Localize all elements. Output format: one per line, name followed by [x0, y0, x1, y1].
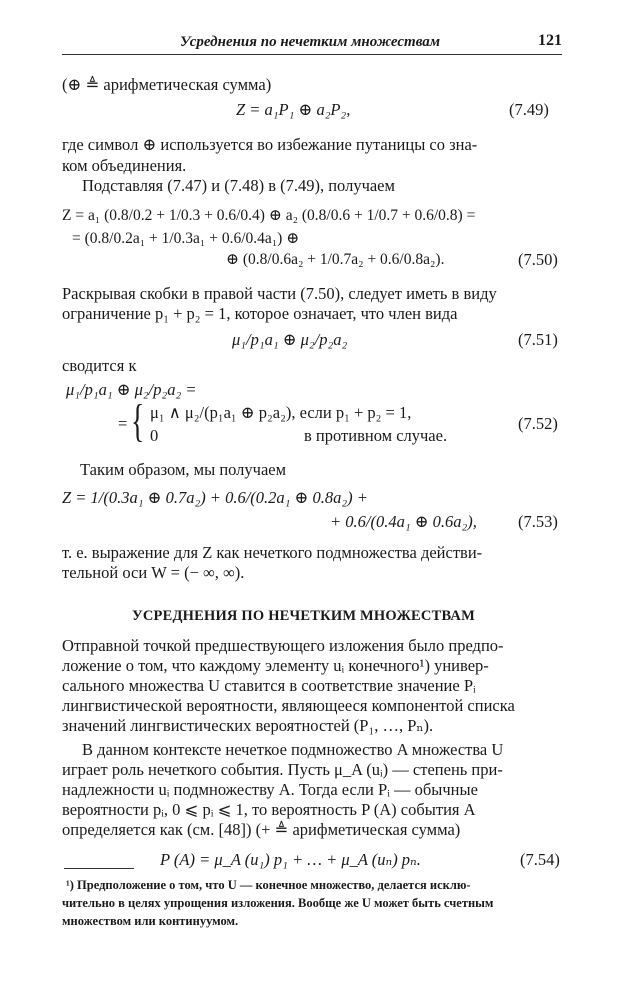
text-line: лингвистической вероятности, являющееся компонентой списка [62, 696, 515, 715]
text-line: тельной оси W = (− ∞, ∞). [62, 563, 245, 582]
text-line: Отправной точкой предшествующего изложения было предпо- [62, 636, 504, 655]
text-line: ограничение p₁ + p₂ = 1, которое означает, что член вида [62, 304, 458, 323]
text-line: играет роль нечеткого события. Пусть μ_A (uᵢ) — степень при- [62, 760, 503, 779]
equation-7-52-case2-value: 0 [150, 426, 159, 445]
equation-number: (7.53) [518, 512, 558, 531]
footnote-line: ¹) Предположение о том, что U — конечное множество, делается исклю- [66, 878, 471, 892]
equation-7-52-line1: μ₁/p₁a₁ ⊕ μ₂/p₂a₂ = [66, 380, 197, 399]
footnote-line: множеством или континуумом. [62, 914, 239, 928]
text-line: сального множества U ставится в соответствие значение Pᵢ [62, 676, 476, 695]
text-line: т. е. выражение для Z как нечеткого подмножества действи- [62, 543, 483, 562]
left-brace: { [131, 395, 145, 446]
footnote-line: чительно в целях упрощения изложения. Вообще же U может быть счетным [62, 896, 494, 910]
footnote-rule [64, 868, 134, 869]
text-line: вероятности pᵢ, 0 ⩽ pᵢ ⩽ 1, то вероятность P (A) события A [62, 800, 476, 819]
text-line: ком объединения. [62, 156, 187, 175]
text-line: сводится к [62, 356, 137, 375]
text-line: Подставляя (7.47) и (7.48) в (7.49), получаем [82, 176, 395, 195]
text-line: где символ ⊕ используется во избежание путаницы со зна- [62, 135, 478, 154]
text-line: В данном контексте нечеткое подмножество A множества U [82, 740, 504, 759]
text-line: определяется как (см. [48]) (+ ≜ арифметическая сумма) [62, 820, 461, 839]
equation-7-50-line1: Z = a₁ (0.8/0.2 + 1/0.3 + 0.6/0.4) ⊕ a₂ (0.8/0.6 + 1/0.7 + 0.6/0.8) = [62, 207, 476, 224]
equation-7-51: μ₁/p₁a₁ ⊕ μ₂/p₂a₂ [232, 330, 348, 349]
equation-number: (7.49) [509, 100, 549, 119]
text-line: Таким образом, мы получаем [80, 460, 287, 479]
equation-number: (7.52) [518, 414, 558, 433]
section-heading: УСРЕДНЕНИЯ ПО НЕЧЕТКИМ МНОЖЕСТВАМ [132, 608, 475, 624]
equation-7-50-line3: ⊕ (0.8/0.6a₂ + 1/0.7a₂ + 0.6/0.8a₂). [226, 251, 445, 268]
equation-equals: = [118, 414, 128, 433]
text-line: надлежности uᵢ подмножеству A. Тогда если Pᵢ — обычные [62, 780, 478, 799]
equation-7-52-case1: μ₁ ∧ μ₂/(p₁a₁ ⊕ p₂a₂), если p₁ + p₂ = 1, [150, 403, 412, 422]
text-line: Раскрывая скобки в правой части (7.50), следует иметь в виду [62, 284, 497, 303]
equation-7-52-case2-text: в противном случае. [304, 426, 448, 445]
equation-number: (7.54) [520, 850, 560, 869]
equation-7-53-line2: + 0.6/(0.4a₁ ⊕ 0.6a₂), [330, 512, 477, 531]
equation-number: (7.51) [518, 330, 558, 349]
equation-number: (7.50) [518, 250, 558, 269]
equation-7-49: Z = a₁P₁ ⊕ a₂P₂, [236, 100, 351, 119]
header-title: Усреднения по нечетким множествам [180, 34, 441, 50]
equation-7-54: P (A) = μ_A (u₁) p₁ + … + μ_A (uₙ) pₙ. [160, 850, 421, 869]
running-header [62, 30, 562, 55]
equation-7-53-line1: Z = 1/(0.3a₁ ⊕ 0.7a₂) + 0.6/(0.2a₁ ⊕ 0.8a₂) + [62, 488, 368, 507]
text-line: ложение о том, что каждому элементу uᵢ конечного¹) универ- [62, 656, 489, 675]
text-line: значений лингвистических вероятностей (P₁, …, Pₙ). [62, 716, 434, 735]
text-line: (⊕ ≜ арифметическая сумма) [62, 75, 272, 94]
equation-7-50-line2: = (0.8/0.2a₁ + 1/0.3a₁ + 0.6/0.4a₁) ⊕ [72, 230, 300, 247]
page-number: 121 [538, 32, 562, 49]
